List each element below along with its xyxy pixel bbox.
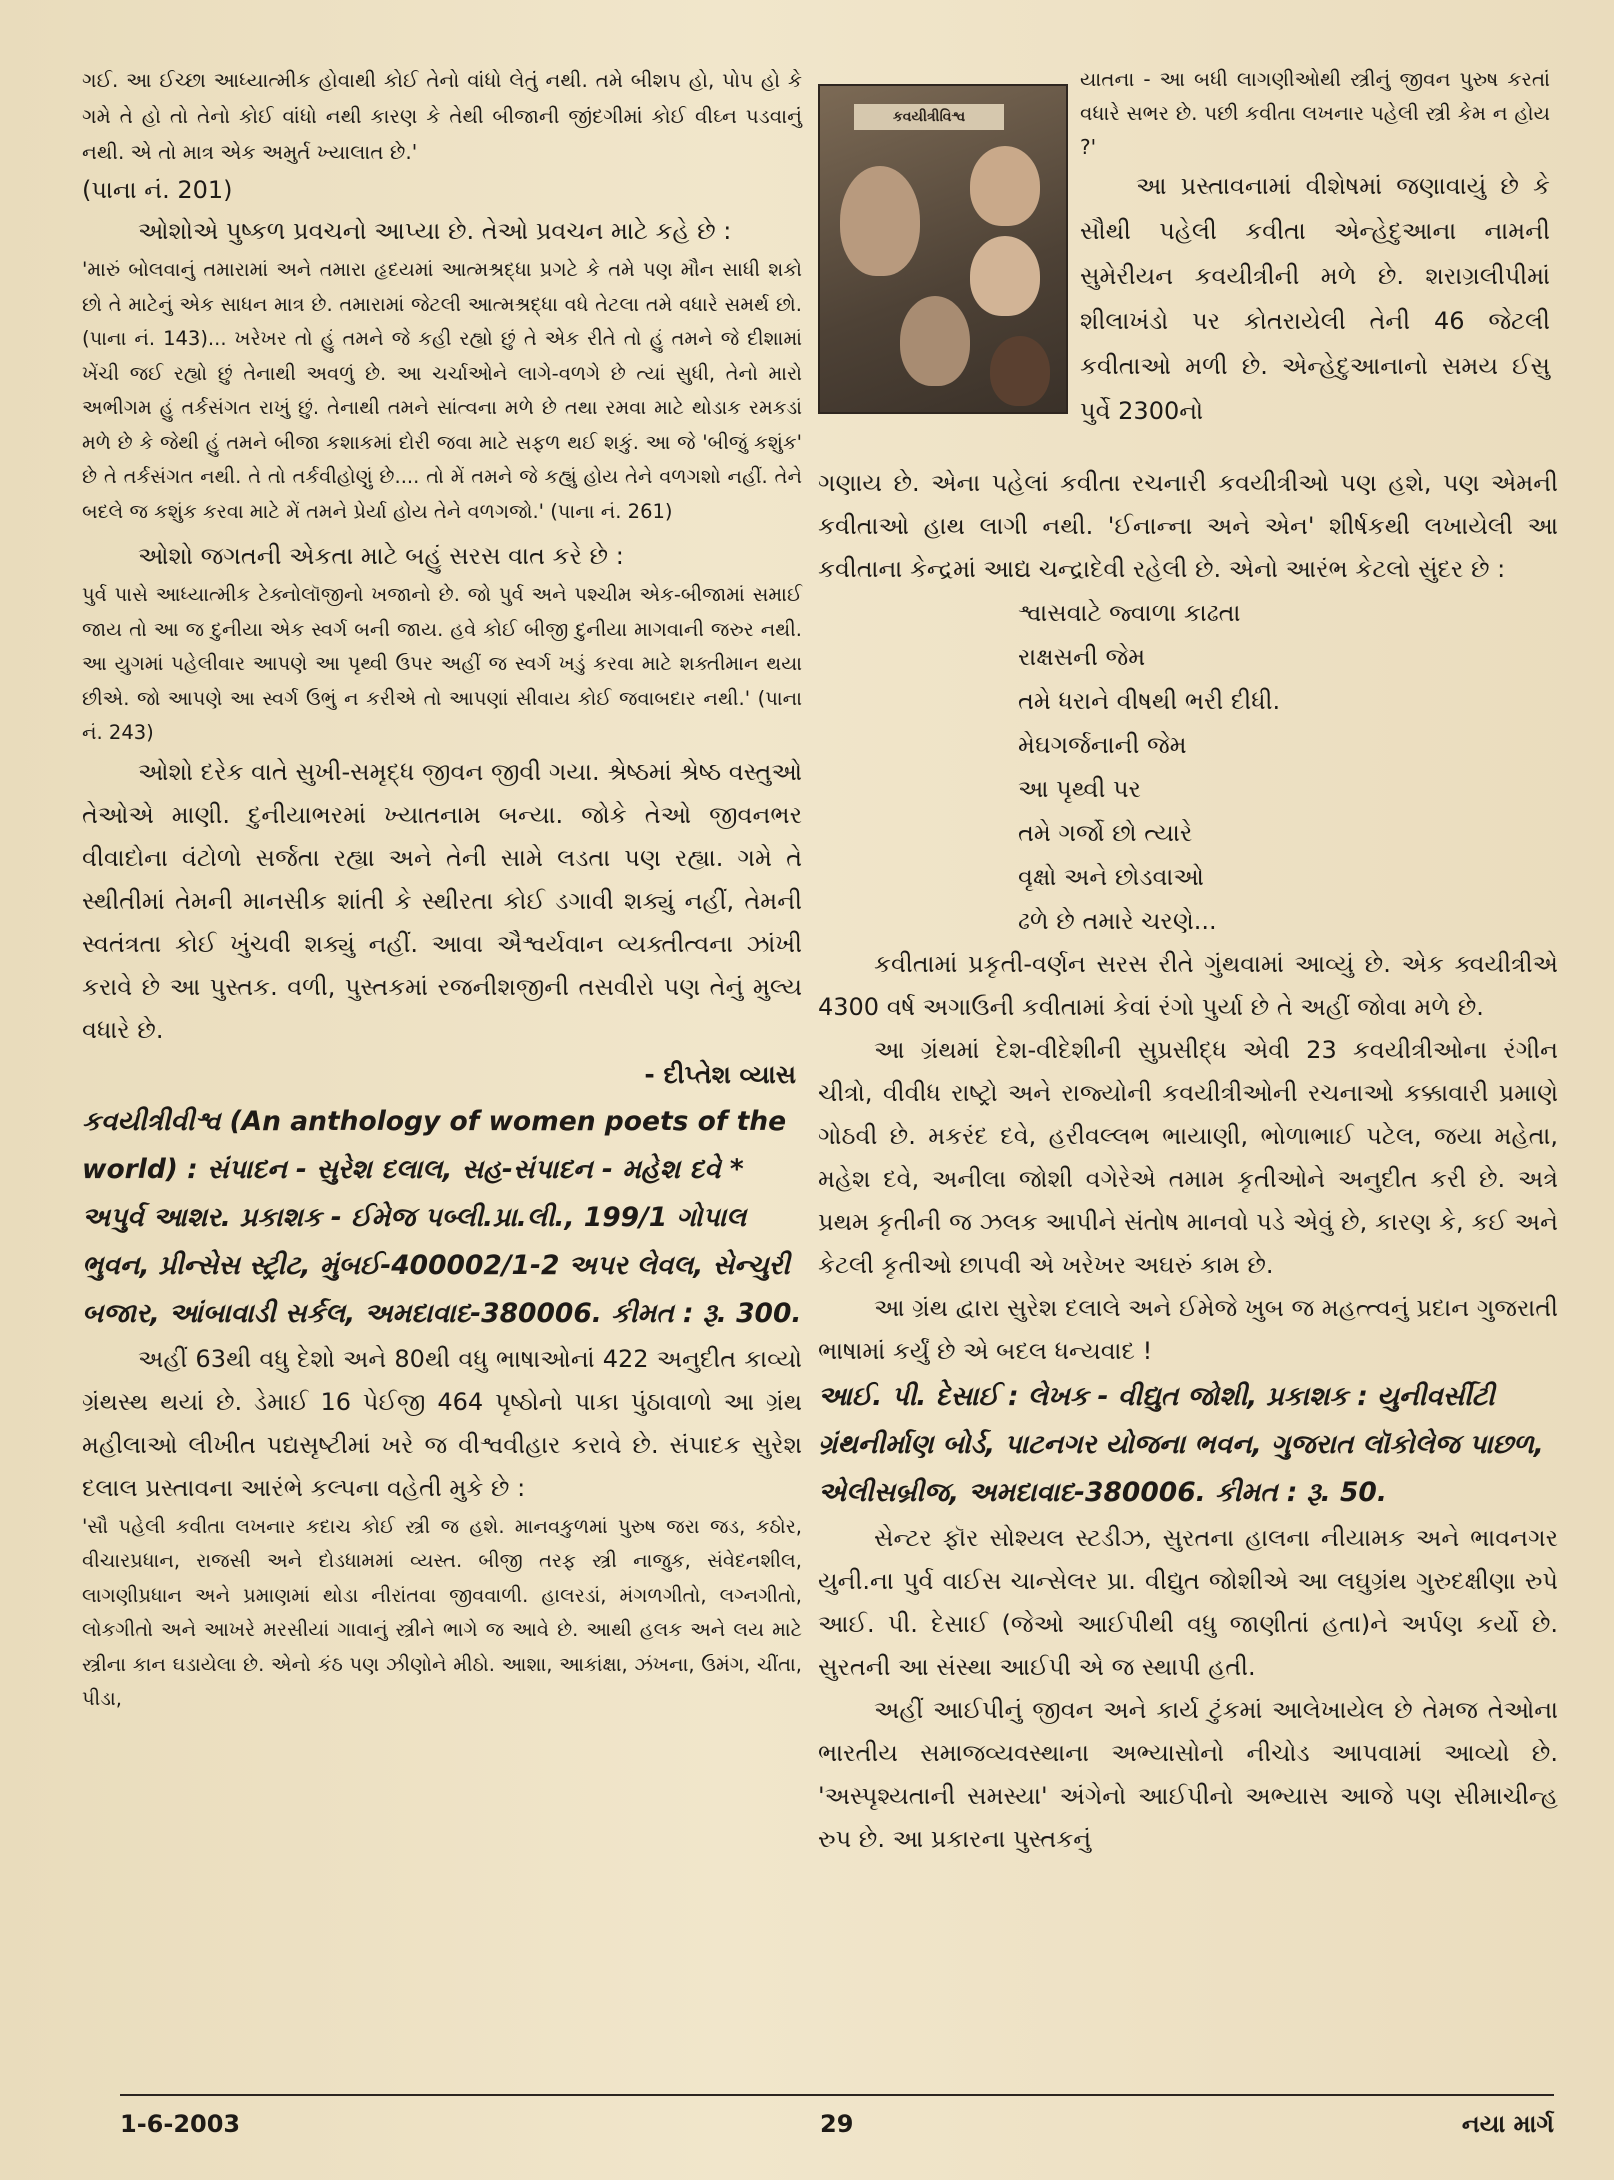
left-column — [82, 62, 802, 1717]
poem-line: મેઘગર્જનાની જેમ — [1018, 731, 1187, 759]
poem-excerpt — [818, 591, 1558, 943]
continued-quote: ગઈ. આ ઈચ્છા આધ્યાત્મીક હોવાથી કોઈ તેનો વાંધો લેતું નથી. તમે બીશપ હો, પોપ હો કે ગમે તે હો તો તેનો કોઈ વાંધો નથી કારણ કે તેથી બીજાની જીંદગીમાં કોઈ વીઘ્ન પડવાનું નથી. એ તો માત્ર એક અમુર્ત ખ્યાલાત છે.' — [82, 68, 802, 164]
poem-line: ઢળે છે તમારે ચરણે... — [1018, 907, 1217, 935]
cover-title: કવયીત્રીવિશ્વ — [854, 104, 1004, 130]
portrait-3 — [970, 236, 1040, 316]
poem-line: તમે ગર્જો છો ત્યારે — [1018, 819, 1193, 847]
paragraph-life-work: અહીં આઈપીનું જીવન અને કાર્ય ટુંકમાં આલેખાયેલ છે તેમજ તેઓના ભારતીય સમાજવ્યવસ્થાના અભ્યાસોનો નીચોડ આપવામાં આવ્યો છે. 'અસ્પૃશ્યતાની સમસ્યા' અંગેનો આઈપીનો અભ્યાસ આજે પણ સીમાચીન્હ રુપ છે. આ પ્રકારના પુસ્તકનું — [818, 1696, 1558, 1853]
book-heading-anthology: કવયીત્રીવીશ્વ (An anthology of women poets of the world) : સંપાદન - સુરેશ દલાલ, સહ-સંપાદન - મહેશ દવે * અપુર્વ આશર. પ્રકાશક - ઈમેજ પબ્લી.પ્રા.લી., 199/1 ગોપાલ ભુવન, પ્રીન્સેસ સ્ટ્રીટ, મુંબઈ-400002/1-2 અપર લેવલ, સેન્ચુરી બજાર, આંબાવાડી સર્કલ, અમદાવાદ-380006. કીમત : રૂ. 300. — [82, 1105, 802, 1329]
publication-name: નયા માર્ગ — [1461, 2110, 1554, 2138]
paragraph-enheduanna: આ પ્રસ્તાવનામાં વીશેષમાં જણાવાયું છે કે સૌથી પહેલી કવીતા એન્હેદુઆના નામની સુમેરીયન કવયીત્રીની મળે છે. શરાગ્રલીપીમાં શીલાખંડો પર કોતરાયેલી તેની 46 જેટલી કવીતાઓ મળી છે. એન્હેદુઆનાનો સમય ઈસુ પુર્વે 2300નો — [1080, 172, 1550, 425]
portrait-1 — [970, 146, 1040, 226]
paragraph-inanna: ગણાય છે. એના પહેલાં કવીતા રચનારી કવયીત્રીઓ પણ હશે, પણ એમની કવીતાઓ હાથ લાગી નથી. 'ઈનાન્ના અને એન' શીર્ષકથી લખાયેલી આ કવીતાના કેન્દ્રમાં આદ્ય ચન્દ્રાદેવી રહેલી છે. એનો આરંભ કેટલો સુંદર છે : — [818, 469, 1558, 583]
paragraph-unity: ઓશો જગતની એકતા માટે બહું સરસ વાત કરે છે : — [138, 542, 624, 570]
book-cover-image — [818, 84, 1068, 414]
poem-line: શ્વાસવાટે જ્વાળા કાઢતા — [1018, 599, 1241, 627]
quote-preface-end: યાતના - આ બધી લાગણીઓથી સ્ત્રીનું જીવન પુરુષ કરતાં વધારે સભર છે. પછી કવીતા લખનાર પહેલી સ્ત્રી કેમ ન હોય ?' — [1080, 67, 1550, 159]
paragraph-life: ઓશો દરેક વાતે સુખી-સમૃદ્ધ જીવન જીવી ગયા. શ્રેષ્ઠમાં શ્રેષ્ઠ વસ્તુઓ તેઓએ માણી. દુનીયાભરમાં ખ્યાતનામ બન્યા. જોકે તેઓ જીવનભર વીવાદોના વંટોળો સર્જતા રહ્યા અને તેની સામે લડતા પણ રહ્યા. ગમે તે સ્થીતીમાં તેમની માનસીક શાંતી કે સ્થીરતા કોઈ ડગાવી શક્યું નહીં, તેમની સ્વતંત્રતા કોઈ ખુંચવી શક્યું નહીં. આવા ઐશ્વર્યવાન વ્યક્તીત્વના ઝાંખી કરાવે છે આ પુસ્તક. વળી, પુસ્તકમાં રજનીશજીની તસવીરો પણ તેનું મુલ્ય વધારે છે. — [82, 757, 802, 1044]
paragraph-anthology: અહીં 63થી વધુ દેશો અને 80થી વધુ ભાષાઓનાં 422 અનુદીત કાવ્યો ગ્રંથસ્થ થયાં છે. ડેમાઈ 16 પેઈજી 464 પૃષ્ઠોનો પાકા પુંઠાવાળો આ ગ્રંથ મહીલાઓ લીખીત પદ્યસૃષ્ટીમાં ખરે જ વીશ્વવીહાર કરાવે છે. સંપાદક સુરેશ દલાલ પ્રસ્તાવના આરંભે કલ્પના વહેતી મુકે છે : — [82, 1344, 802, 1502]
poem-line: રાક્ષસની જેમ — [1018, 643, 1146, 671]
quote-preface: 'સૌ પહેલી કવીતા લખનાર કદાચ કોઈ સ્ત્રી જ હશે. માનવકુળમાં પુરુષ જરા જડ, કઠોર, વીચારપ્રધાન, રાજસી અને દોડધામમાં વ્યસ્ત. બીજી તરફ સ્ત્રી નાજુક, સંવેદનશીલ, લાગણીપ્રધાન અને પ્રમાણમાં થોડા નીરાંતવા જીવવાળી. હાલરડાં, મંગળગીતો, લગ્નગીતો, લોકગીતો અને આખરે મરસીયાં ગાવાનું સ્ત્રીને ભાગે જ આવે છે. આથી હલક અને લય માટે સ્ત્રીના કાન ઘડાયેલા છે. એનો કંઠ પણ ઝીણોને મીઠો. આશા, આકાંક્ષા, ઝંખના, ઉમંગ, ચીંતા, પીડા, — [82, 1514, 802, 1710]
portrait-4 — [900, 296, 970, 386]
page-number: 29 — [820, 2110, 854, 2138]
right-column — [818, 462, 1558, 1861]
author-byline: - દીપ્તેશ વ્યાસ — [644, 1059, 796, 1089]
paragraph-nature: કવીતામાં પ્રકૃતી-વર્ણન સરસ રીતે ગુંથવામાં આવ્યું છે. એક ક્વયીત્રીએ 4300 વર્ષ અગાઉની કવીતામાં કેવાં રંગો પુર્યા છે તે અહીં જોવા મળે છે. — [818, 950, 1558, 1021]
quote-speeches: 'મારું બોલવાનું તમારામાં અને તમારા હૃદયમાં આત્મશ્રદ્ધા પ્રગટે કે તમે પણ મૌન સાધી શકો છો તે માટેનું એક સાધન માત્ર છે. તમારામાં જેટલી આત્મશ્રદ્ધા વધે તેટલા તમે વધારે સમર્થ છો. (પાના નં. 143)... ખરેખર તો હું તમને જે કહી રહ્યો છું તે એક રીતે તો હું તમને જે દીશામાં ખેંચી જઈ રહ્યો છું તેનાથી અવળું છે. આ ચર્ચાઓને લાગે-વળગે છે ત્યાં સુધી, તેનો મારો અભીગમ હું તર્કસંગત રાખું છું. તેનાથી તમને સાંત્વના મળે છે તથા રમવા માટે થોડાક રમકડાં મળે છે કે જેથી હું તમને બીજા કશાકમાં દોરી જવા માટે સફળ થઈ શકું. આ જે 'બીજું કશુંક' છે તે તર્કસંગત નથી. તે તો તર્કવીહોણું છે.... તો મેં તમને જે કહ્યું હોય તેને વળગશો નહીં. તેને બદલે જ કશુંક કરવા માટે મેં તમને પ્રેર્યા હોય તેને વળગજો.' (પાના નં. 261) — [82, 258, 802, 523]
page-footer — [120, 2094, 1554, 2156]
quote-unity: પુર્વ પાસે આધ્યાત્મીક ટેક્નોલૉજીનો ખજાનો છે. જો પુર્વ અને પશ્ચીમ એક-બીજામાં સમાઈ જાય તો આ જ દુનીયા એક સ્વર્ગ બની જાય. હવે કોઈ બીજી દુનીયા માગવાની જરુર નથી. આ યુગમાં પહેલીવાર આપણે આ પૃથ્વી ઉપર અહીં જ સ્વર્ગ ખડું કરવા માટે શક્તીમાન થયા છીએ. જો આપણે આ સ્વર્ગ ઉભું ન કરીએ તો આપણાં સીવાય કોઈ જવાબદાર નથી.' (પાના નં. 243) — [82, 583, 802, 744]
portrait-2 — [840, 166, 920, 276]
paragraph-contents: આ ગ્રંથમાં દેશ-વીદેશીની સુપ્રસીદ્ધ એવી 23 કવયીત્રીઓના રંગીન ચીત્રો, વીવીધ રાષ્ટ્રો અને રાજ્યોની કવયીત્રીઓની રચનાઓ કક્કાવારી પ્રમાણે ગોઠવી છે. મકરંદ દવે, હરીવલ્લભ ભાયાણી, ભોળાભાઈ પટેલ, જયા મહેતા, મહેશ દવે, અનીલા જોશી વગેરેએ તમામ કૃતીઓને અનુદીત કરી છે. અત્રે પ્રથમ કૃતીની જ ઝલક આપીને સંતોષ માનવો પડે એવું છે, કારણ કે, કઈ અને કેટલી કૃતીઓ છાપવી એ ખરેખર અઘરું કામ છે. — [818, 1036, 1558, 1279]
paragraph-speeches: ઓશોએ પુષ્કળ પ્રવચનો આપ્યા છે. તેઓ પ્રવચન માટે કહે છે : — [138, 217, 732, 245]
page-reference: (પાના નં. 201) — [82, 176, 233, 204]
right-wrap-text — [1080, 62, 1550, 434]
poem-line: આ પૃથ્વી પર — [1018, 775, 1141, 803]
poem-line: તમે ધરાને વીષથી ભરી દીધી. — [1018, 687, 1281, 715]
issue-date: 1-6-2003 — [120, 2110, 241, 2138]
book-heading-ip-desai: આઈ. પી. દેસાઈ : લેખક - વીદ્યુત જોશી, પ્રકાશક : યુનીવર્સીટી ગ્રંથનીર્માણ બોર્ડ, પાટનગર યોજના ભવન, ગુજરાત લૉકોલેજ પાછળ, એલીસબ્રીજ, અમદાવાદ-380006. કીમત : રૂ. 50. — [818, 1381, 1544, 1508]
portrait-5 — [990, 336, 1050, 406]
poem-line: વૃક્ષો અને છોડવાઓ — [1018, 863, 1204, 891]
paragraph-dedication: સેન્ટર ફૉર સોશ્યલ સ્ટડીઝ, સુરતના હાલના નીયામક અને ભાવનગર યુની.ના પુર્વ વાઈસ ચાન્સેલર પ્રા. વીદ્યુત જોશીએ આ લઘુગ્રંથ ગુરુદક્ષીણા રુપે આઈ. પી. દેસાઈ (જેઓ આઈપીથી વધુ જાણીતાં હતા)ને અર્પણ કર્યો છે. સુરતની આ સંસ્થા આઈપી એ જ સ્થાપી હતી. — [818, 1524, 1558, 1681]
paragraph-thanks: આ ગ્રંથ દ્વારા સુરેશ દલાલે અને ઈમેજે ખુબ જ મહત્ત્વનું પ્રદાન ગુજરાતી ભાષામાં કર્યું છે એ બદલ ધન્યવાદ ! — [818, 1294, 1559, 1365]
